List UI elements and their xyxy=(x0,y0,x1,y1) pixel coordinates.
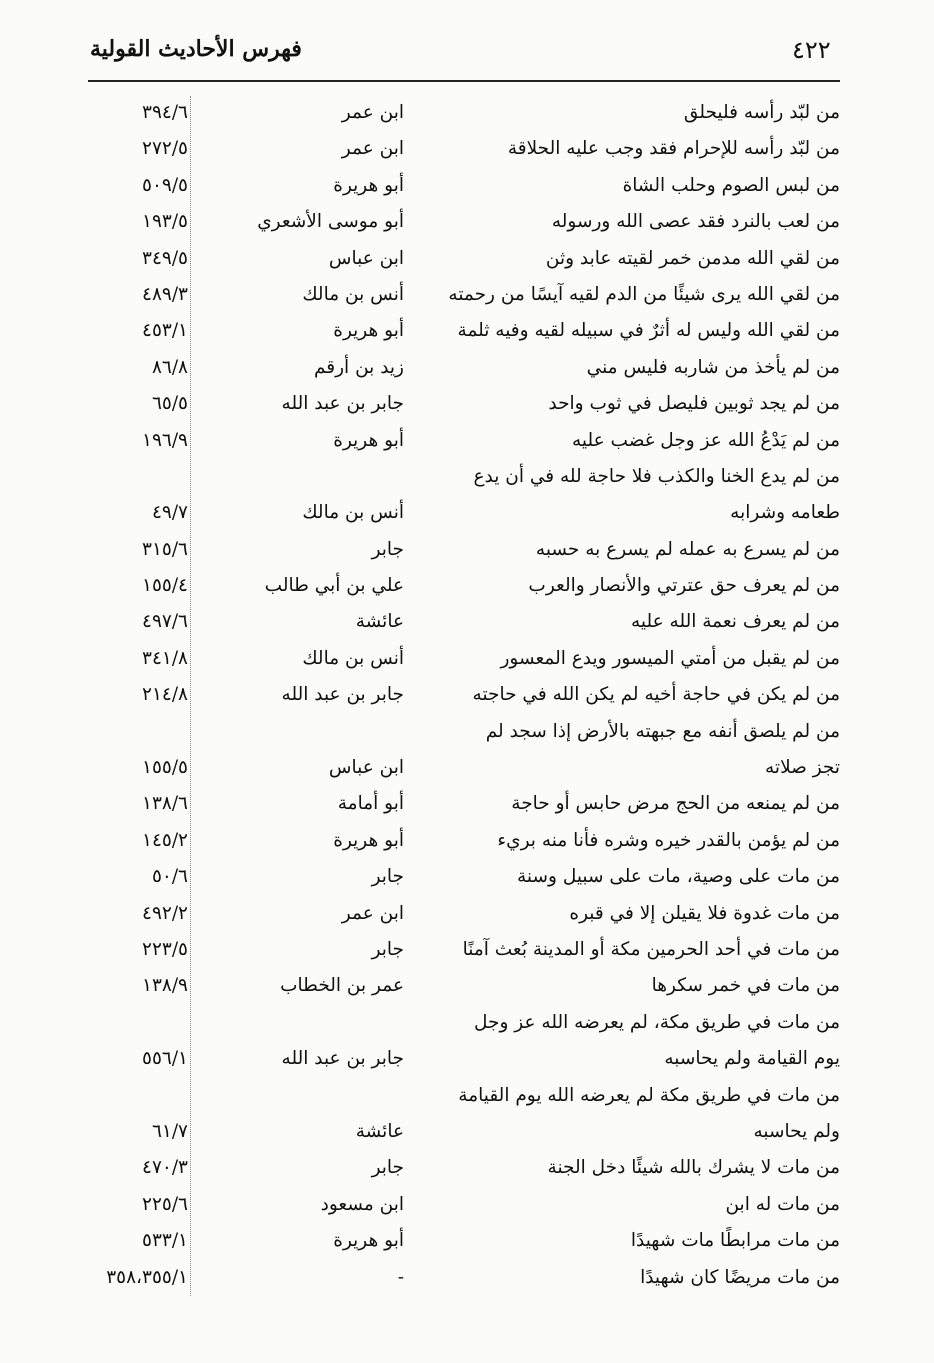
narrator: أنس بن مالك xyxy=(302,502,404,524)
hadith-text-line: من لبّد رأسه فليحلق xyxy=(683,102,840,123)
hadith-text xyxy=(430,968,840,1004)
hadith-text-line: من لم يقبل من أمتي الميسور ويدع المعسور xyxy=(500,647,840,669)
hadith-text-line: من لم يأخذ من شاربه فليس مني xyxy=(586,356,840,378)
volume-page-reference: ٤٩٧/٦ xyxy=(142,611,188,633)
index-entry-row xyxy=(88,277,840,313)
hadith-text-line: من مات مرابطًا مات شهيدًا xyxy=(630,1230,840,1252)
volume-page-reference: ٤٥٣/١ xyxy=(142,320,188,342)
hadith-text-line: من لم يلصق أنفه مع جبهته بالأرض إذا سجد لم xyxy=(485,720,840,742)
header-rule xyxy=(88,80,840,82)
hadith-text xyxy=(430,204,840,240)
narrator: جابر xyxy=(371,538,404,560)
narrator: أبو هريرة xyxy=(333,174,404,196)
narrator: أبو هريرة xyxy=(333,829,404,851)
index-entry-row xyxy=(88,459,840,532)
volume-page-reference: ٢٢٥/٦ xyxy=(142,1193,188,1215)
volume-page-reference: ٨٦/٨ xyxy=(151,356,188,378)
volume-page-reference: ١٤٥/٢ xyxy=(142,829,188,851)
index-entry-row xyxy=(88,641,840,677)
volume-page-reference: ٤٨٩/٣ xyxy=(142,283,188,305)
volume-page-reference: ٣٤١/٨ xyxy=(142,647,188,669)
hadith-text xyxy=(430,1223,840,1259)
narrator: جابر بن عبد الله xyxy=(281,1048,404,1070)
index-entry-row xyxy=(88,677,840,713)
narrator: عائشة xyxy=(355,611,404,633)
narrator: ابن عباس xyxy=(328,247,404,269)
hadith-text-line: من مات غدوة فلا يقيلن إلا في قبره xyxy=(569,902,840,924)
volume-page-reference: ٢٧٢/٥ xyxy=(142,138,188,160)
hadith-text-line: من لم يدع الخنا والكذب فلا حاجة لله في أن يدع xyxy=(473,465,840,487)
volume-page-reference: ١٩٣/٥ xyxy=(142,211,188,233)
index-entry-row xyxy=(88,604,840,640)
hadith-text-line: من لم يؤمن بالقدر خيره وشره فأنا منه بريء xyxy=(497,829,840,851)
hadith-text-line: من لم يعرف نعمة الله عليه xyxy=(631,611,840,633)
narrator: جابر xyxy=(371,939,404,961)
hadith-text-line: ولم يحاسبه xyxy=(753,1120,840,1142)
hadith-text-line: يوم القيامة ولم يحاسبه xyxy=(664,1048,840,1070)
index-entry-row xyxy=(88,968,840,1004)
index-entry-row xyxy=(88,1078,840,1151)
hadith-text-line: من لم يعرف حق عترتي والأنصار والعرب xyxy=(528,575,840,597)
hadith-text xyxy=(430,168,840,204)
hadith-text xyxy=(430,604,840,640)
narrator: عمر بن الخطاب xyxy=(280,975,404,997)
volume-page-reference: ٥٥٦/١ xyxy=(142,1048,188,1070)
index-entry-row xyxy=(88,131,840,167)
hadith-text xyxy=(430,1078,840,1151)
index-entry-row xyxy=(88,386,840,422)
index-entry-row xyxy=(88,241,840,277)
narrator: ابن مسعود xyxy=(320,1193,404,1215)
hadith-text xyxy=(430,859,840,895)
volume-page-reference: ١٩٦/٩ xyxy=(142,429,188,451)
narrator: جابر xyxy=(371,866,404,888)
narrator: أنس بن مالك xyxy=(302,283,404,305)
hadith-text xyxy=(430,313,840,349)
volume-page-reference: ٣٥٨،٣٥٥/١ xyxy=(106,1266,188,1288)
hadith-text xyxy=(430,786,840,822)
index-entry-row xyxy=(88,714,840,787)
page-number: ٤٢٢ xyxy=(792,36,831,64)
volume-page-reference: ٥٠٩/٥ xyxy=(142,174,188,196)
hadith-text xyxy=(430,423,840,459)
index-entry-row xyxy=(88,532,840,568)
hadith-text xyxy=(430,714,840,787)
narrator: علي بن أبي طالب xyxy=(264,575,404,597)
hadith-text-line: من مات مريضًا كان شهيدًا xyxy=(640,1266,840,1288)
narrator: ابن عباس xyxy=(328,757,404,779)
hadith-text xyxy=(430,1005,840,1078)
hadith-index-table xyxy=(88,95,840,1296)
narrator: - xyxy=(397,1266,404,1288)
volume-page-reference: ٤٩/٧ xyxy=(151,502,188,524)
hadith-text xyxy=(430,386,840,422)
running-title: فهرس الأحاديث القولية xyxy=(90,36,302,62)
index-entry-row xyxy=(88,350,840,386)
narrator: أبو موسى الأشعري xyxy=(257,211,404,233)
hadith-text-line: من مات لا يشرك بالله شيئًا دخل الجنة xyxy=(547,1157,840,1179)
narrator: أنس بن مالك xyxy=(302,647,404,669)
narrator: زيد بن أرقم xyxy=(313,356,404,378)
hadith-text xyxy=(430,896,840,932)
volume-page-reference: ٦١/٧ xyxy=(151,1120,188,1142)
index-entry-row xyxy=(88,896,840,932)
volume-page-reference: ٤٩٢/٢ xyxy=(142,902,188,924)
hadith-text-line: من لم يسرع به عمله لم يسرع به حسبه xyxy=(535,538,840,560)
hadith-text-line: تجز صلاته xyxy=(765,757,840,779)
hadith-text xyxy=(430,131,840,167)
narrator: أبو أمامة xyxy=(337,793,404,815)
hadith-text-line: من لبّد رأسه للإحرام فقد وجب عليه الحلاقة xyxy=(507,138,840,160)
hadith-text-line: من مات في طريق مكة لم يعرضه الله يوم القيامة xyxy=(458,1084,840,1106)
index-entry-row xyxy=(88,1260,840,1296)
index-entry-row xyxy=(88,168,840,204)
hadith-text xyxy=(430,1260,840,1296)
index-entry-row xyxy=(88,859,840,895)
volume-page-reference: ٢١٤/٨ xyxy=(142,684,188,706)
index-entry-row xyxy=(88,568,840,604)
volume-page-reference: ٥٠/٦ xyxy=(151,866,188,888)
volume-page-reference: ٢٢٣/٥ xyxy=(142,939,188,961)
index-entry-row xyxy=(88,1150,840,1186)
narrator: ابن عمر xyxy=(341,902,404,924)
hadith-text xyxy=(430,823,840,859)
hadith-text-line: من مات له ابن xyxy=(725,1193,840,1215)
hadith-text xyxy=(430,241,840,277)
hadith-text-line: من لبس الصوم وحلب الشاة xyxy=(622,174,840,196)
volume-page-reference: ١٣٨/٩ xyxy=(142,975,188,997)
volume-page-reference: ٣٤٩/٥ xyxy=(142,247,188,269)
hadith-text-line: من لقي الله مدمن خمر لقيته عابد وثن xyxy=(545,247,840,269)
hadith-text-line: من مات في أحد الحرمين مكة أو المدينة بُعث آمنًا xyxy=(462,939,840,961)
index-entry-row xyxy=(88,95,840,131)
volume-page-reference: ٥٣٣/١ xyxy=(142,1230,188,1252)
hadith-text xyxy=(430,95,840,131)
hadith-text-line: من لم يجد ثوبين فليصل في ثوب واحد xyxy=(548,393,840,415)
hadith-text xyxy=(430,932,840,968)
hadith-text xyxy=(430,677,840,713)
narrator: جابر xyxy=(371,1157,404,1179)
hadith-text-line: من لم يكن في حاجة أخيه لم يكن الله في حاجته xyxy=(472,684,840,706)
index-entry-row xyxy=(88,423,840,459)
hadith-text-line: من لقي الله يرى شيئًا من الدم لقيه آيسًا من رحمته xyxy=(448,283,840,305)
narrator: ابن عمر xyxy=(341,138,404,160)
hadith-text-line: من لقي الله وليس له أثرٌ في سبيله لقيه وفيه ثلمة xyxy=(457,320,840,342)
hadith-text-line: طعامه وشرابه xyxy=(730,502,840,524)
hadith-text xyxy=(430,277,840,313)
hadith-text-line: من لعب بالنرد فقد عصى الله ورسوله xyxy=(551,211,840,233)
hadith-text-line: من لم يمنعه من الحج مرض حابس أو حاجة xyxy=(511,793,840,815)
hadith-text-line: من مات في خمر سكرها xyxy=(651,975,840,997)
narrator: جابر بن عبد الله xyxy=(281,684,404,706)
index-entry-row xyxy=(88,1187,840,1223)
narrator: أبو هريرة xyxy=(333,1230,404,1252)
index-entry-row xyxy=(88,1223,840,1259)
hadith-text-line: من مات في طريق مكة، لم يعرضه الله عز وجل xyxy=(474,1011,840,1033)
narrator: أبو هريرة xyxy=(333,429,404,451)
hadith-text-line: من مات على وصية، مات على سبيل وسنة xyxy=(517,866,840,888)
page-header xyxy=(0,0,934,90)
narrator: عائشة xyxy=(355,1120,404,1142)
index-entry-row xyxy=(88,1005,840,1078)
index-entry-row xyxy=(88,786,840,822)
hadith-text-line: من لم يَدْعُ الله عز وجل غضب عليه xyxy=(572,429,840,451)
index-entry-row xyxy=(88,313,840,349)
volume-page-reference: ١٥٥/٥ xyxy=(142,757,188,779)
hadith-text xyxy=(430,1150,840,1186)
index-entry-row xyxy=(88,204,840,240)
volume-page-reference: ٦٥/٥ xyxy=(151,393,188,415)
hadith-text xyxy=(430,568,840,604)
hadith-text xyxy=(430,350,840,386)
hadith-text xyxy=(430,641,840,677)
volume-page-reference: ١٥٥/٤ xyxy=(142,575,188,597)
hadith-text xyxy=(430,459,840,532)
volume-page-reference: ٣٩٤/٦ xyxy=(142,102,188,123)
narrator: جابر بن عبد الله xyxy=(281,393,404,415)
volume-page-reference: ٣١٥/٦ xyxy=(142,538,188,560)
hadith-text xyxy=(430,1187,840,1223)
index-entry-row xyxy=(88,932,840,968)
narrator: ابن عمر xyxy=(341,102,404,123)
volume-page-reference: ١٣٨/٦ xyxy=(142,793,188,815)
hadith-text xyxy=(430,532,840,568)
volume-page-reference: ٤٧٠/٣ xyxy=(142,1157,188,1179)
index-entry-row xyxy=(88,823,840,859)
narrator: أبو هريرة xyxy=(333,320,404,342)
